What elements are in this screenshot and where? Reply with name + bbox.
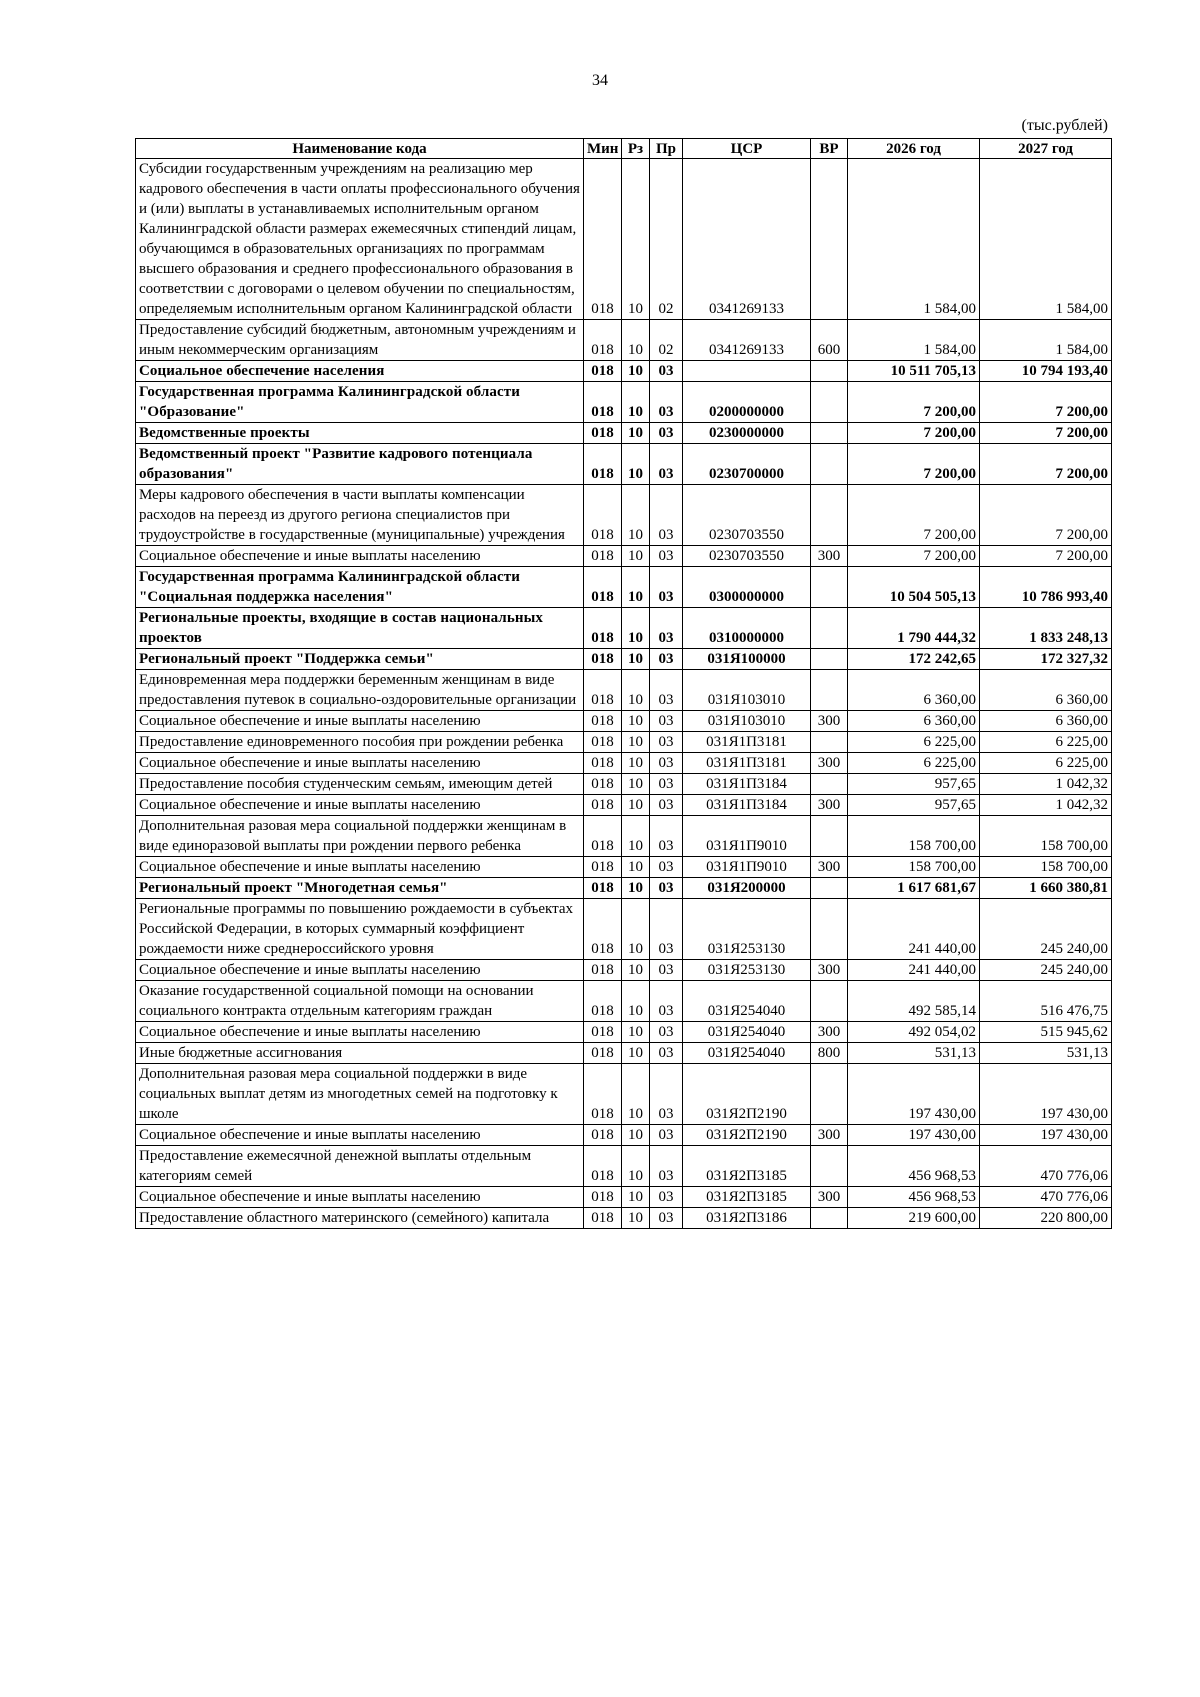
cell-vr (811, 423, 848, 444)
cell-2027: 7 200,00 (980, 485, 1112, 546)
cell-vr (811, 485, 848, 546)
cell-vr: 800 (811, 1043, 848, 1064)
cell-name: Социальное обеспечение и иные выплаты населению (136, 857, 584, 878)
cell-vr (811, 159, 848, 320)
cell-vr (811, 1146, 848, 1187)
cell-min: 018 (584, 816, 622, 857)
cell-2027: 1 584,00 (980, 159, 1112, 320)
cell-min: 018 (584, 159, 622, 320)
cell-csr: 031Я254040 (683, 1043, 811, 1064)
cell-vr: 300 (811, 1187, 848, 1208)
cell-vr (811, 816, 848, 857)
cell-name: Иные бюджетные ассигнования (136, 1043, 584, 1064)
cell-2027: 6 360,00 (980, 711, 1112, 732)
cell-min: 018 (584, 1125, 622, 1146)
cell-pr: 03 (650, 711, 683, 732)
col-header-2026: 2026 год (848, 139, 980, 159)
cell-name: Субсидии государственным учреждениям на реализацию мер кадрового обеспечения в части оплаты профессионального обучения и (или) выплаты в устанавливаемых исполнительным органом Калининградской области размерах ежемесячных стипендий лицам, обучающимся в образовательных организациях по программам высшего образования и среднего профессионального образования в соответствии с договорами о целевом обучении по специальностям, определяемым исполнительным органом Калининградской области (136, 159, 584, 320)
table-row (136, 1125, 1112, 1146)
cell-name: Региональные проекты, входящие в состав национальных проектов (136, 608, 584, 649)
cell-pr: 03 (650, 1187, 683, 1208)
cell-csr: 0310000000 (683, 608, 811, 649)
cell-name: Государственная программа Калининградской области "Образование" (136, 382, 584, 423)
cell-name: Социальное обеспечение и иные выплаты населению (136, 753, 584, 774)
cell-pr: 02 (650, 159, 683, 320)
cell-2027: 531,13 (980, 1043, 1112, 1064)
cell-2026: 172 242,65 (848, 649, 980, 670)
cell-2027: 245 240,00 (980, 960, 1112, 981)
cell-pr: 03 (650, 382, 683, 423)
cell-csr: 031Я253130 (683, 960, 811, 981)
cell-name: Социальное обеспечение и иные выплаты населению (136, 795, 584, 816)
cell-csr: 031Я254040 (683, 1022, 811, 1043)
cell-2026: 6 225,00 (848, 732, 980, 753)
cell-vr: 300 (811, 546, 848, 567)
cell-vr (811, 732, 848, 753)
cell-2026: 7 200,00 (848, 382, 980, 423)
cell-name: Социальное обеспечение и иные выплаты населению (136, 1022, 584, 1043)
table-row (136, 670, 1112, 711)
cell-rz: 10 (622, 159, 650, 320)
cell-2026: 7 200,00 (848, 444, 980, 485)
cell-name: Социальное обеспечение и иные выплаты населению (136, 960, 584, 981)
cell-vr: 300 (811, 960, 848, 981)
cell-min: 018 (584, 485, 622, 546)
cell-rz: 10 (622, 1125, 650, 1146)
table-row (136, 567, 1112, 608)
cell-rz: 10 (622, 382, 650, 423)
cell-2027: 10 786 993,40 (980, 567, 1112, 608)
cell-2027: 1 042,32 (980, 795, 1112, 816)
cell-csr: 031Я1П3184 (683, 795, 811, 816)
cell-csr: 031Я253130 (683, 899, 811, 960)
cell-vr (811, 670, 848, 711)
cell-name: Региональные программы по повышению рождаемости в субъектах Российской Федерации, в которых суммарный коэффициент рождаемости ниже среднероссийского уровня (136, 899, 584, 960)
cell-2027: 158 700,00 (980, 857, 1112, 878)
table-row (136, 899, 1112, 960)
col-header-2027: 2027 год (980, 139, 1112, 159)
cell-pr: 02 (650, 320, 683, 361)
table-row (136, 444, 1112, 485)
cell-min: 018 (584, 382, 622, 423)
table-row (136, 1064, 1112, 1125)
cell-pr: 03 (650, 795, 683, 816)
cell-csr: 031Я1П3181 (683, 732, 811, 753)
cell-name: Ведомственный проект "Развитие кадрового потенциала образования" (136, 444, 584, 485)
cell-2026: 1 790 444,32 (848, 608, 980, 649)
cell-min: 018 (584, 444, 622, 485)
cell-pr: 03 (650, 1208, 683, 1229)
cell-rz: 10 (622, 1146, 650, 1187)
cell-csr (683, 361, 811, 382)
cell-name: Социальное обеспечение и иные выплаты населению (136, 711, 584, 732)
cell-vr: 300 (811, 1022, 848, 1043)
cell-min: 018 (584, 361, 622, 382)
table-row (136, 423, 1112, 444)
table-row (136, 774, 1112, 795)
cell-2026: 10 504 505,13 (848, 567, 980, 608)
cell-name: Предоставление субсидий бюджетным, автономным учреждениям и иным некоммерческим организациям (136, 320, 584, 361)
table-row (136, 485, 1112, 546)
cell-2026: 197 430,00 (848, 1064, 980, 1125)
cell-2026: 7 200,00 (848, 423, 980, 444)
col-header-name: Наименование кода (136, 139, 584, 159)
cell-name: Предоставление ежемесячной денежной выплаты отдельным категориям семей (136, 1146, 584, 1187)
cell-rz: 10 (622, 567, 650, 608)
table-row (136, 546, 1112, 567)
cell-vr (811, 649, 848, 670)
cell-rz: 10 (622, 361, 650, 382)
cell-name: Социальное обеспечение и иные выплаты населению (136, 546, 584, 567)
cell-min: 018 (584, 608, 622, 649)
cell-2027: 470 776,06 (980, 1146, 1112, 1187)
table-row (136, 1043, 1112, 1064)
cell-rz: 10 (622, 1043, 650, 1064)
cell-name: Государственная программа Калининградской области "Социальная поддержка населения" (136, 567, 584, 608)
cell-pr: 03 (650, 608, 683, 649)
table-row (136, 711, 1112, 732)
cell-rz: 10 (622, 1187, 650, 1208)
cell-rz: 10 (622, 1064, 650, 1125)
cell-min: 018 (584, 753, 622, 774)
cell-2027: 6 225,00 (980, 732, 1112, 753)
cell-2027: 197 430,00 (980, 1064, 1112, 1125)
cell-rz: 10 (622, 960, 650, 981)
table-header-row (136, 139, 1112, 159)
cell-2026: 158 700,00 (848, 857, 980, 878)
cell-pr: 03 (650, 649, 683, 670)
cell-rz: 10 (622, 857, 650, 878)
cell-pr: 03 (650, 960, 683, 981)
cell-csr: 031Я100000 (683, 649, 811, 670)
cell-rz: 10 (622, 753, 650, 774)
cell-rz: 10 (622, 670, 650, 711)
cell-rz: 10 (622, 981, 650, 1022)
cell-2027: 515 945,62 (980, 1022, 1112, 1043)
cell-rz: 10 (622, 608, 650, 649)
cell-name: Дополнительная разовая мера социальной поддержки в виде социальных выплат детям из многодетных семей на подготовку к школе (136, 1064, 584, 1125)
cell-2026: 492 585,14 (848, 981, 980, 1022)
cell-csr: 0200000000 (683, 382, 811, 423)
cell-vr: 600 (811, 320, 848, 361)
table-row (136, 857, 1112, 878)
table-row (136, 382, 1112, 423)
cell-min: 018 (584, 878, 622, 899)
cell-pr: 03 (650, 361, 683, 382)
cell-2027: 1 042,32 (980, 774, 1112, 795)
cell-2026: 7 200,00 (848, 485, 980, 546)
cell-csr: 031Я103010 (683, 711, 811, 732)
table-row (136, 649, 1112, 670)
cell-2026: 197 430,00 (848, 1125, 980, 1146)
cell-min: 018 (584, 857, 622, 878)
cell-min: 018 (584, 981, 622, 1022)
cell-2027: 1 833 248,13 (980, 608, 1112, 649)
cell-vr (811, 1064, 848, 1125)
cell-pr: 03 (650, 546, 683, 567)
cell-2027: 10 794 193,40 (980, 361, 1112, 382)
table-row (136, 608, 1112, 649)
cell-csr: 031Я200000 (683, 878, 811, 899)
cell-2027: 245 240,00 (980, 899, 1112, 960)
cell-2027: 1 660 380,81 (980, 878, 1112, 899)
cell-2026: 219 600,00 (848, 1208, 980, 1229)
cell-2026: 1 584,00 (848, 159, 980, 320)
cell-vr (811, 981, 848, 1022)
cell-2026: 1 617 681,67 (848, 878, 980, 899)
cell-pr: 03 (650, 1043, 683, 1064)
cell-vr (811, 899, 848, 960)
cell-min: 018 (584, 649, 622, 670)
cell-csr: 031Я254040 (683, 981, 811, 1022)
cell-rz: 10 (622, 795, 650, 816)
cell-vr: 300 (811, 1125, 848, 1146)
cell-2026: 158 700,00 (848, 816, 980, 857)
cell-vr (811, 361, 848, 382)
cell-csr: 031Я1П9010 (683, 816, 811, 857)
cell-pr: 03 (650, 774, 683, 795)
cell-min: 018 (584, 1187, 622, 1208)
cell-rz: 10 (622, 546, 650, 567)
cell-rz: 10 (622, 320, 650, 361)
cell-2026: 492 054,02 (848, 1022, 980, 1043)
cell-rz: 10 (622, 1022, 650, 1043)
cell-min: 018 (584, 711, 622, 732)
cell-vr (811, 608, 848, 649)
cell-pr: 03 (650, 899, 683, 960)
cell-min: 018 (584, 1022, 622, 1043)
cell-pr: 03 (650, 423, 683, 444)
cell-pr: 03 (650, 670, 683, 711)
table-row (136, 795, 1112, 816)
col-header-csr: ЦСР (683, 139, 811, 159)
cell-csr: 031Я2П3185 (683, 1187, 811, 1208)
cell-rz: 10 (622, 899, 650, 960)
cell-csr: 0230000000 (683, 423, 811, 444)
col-header-rz: Рз (622, 139, 650, 159)
cell-rz: 10 (622, 649, 650, 670)
cell-rz: 10 (622, 1208, 650, 1229)
cell-2026: 241 440,00 (848, 899, 980, 960)
cell-pr: 03 (650, 816, 683, 857)
cell-min: 018 (584, 899, 622, 960)
table-row (136, 361, 1112, 382)
cell-min: 018 (584, 670, 622, 711)
cell-pr: 03 (650, 1125, 683, 1146)
budget-table (135, 138, 1112, 1229)
cell-min: 018 (584, 1043, 622, 1064)
cell-name: Социальное обеспечение и иные выплаты населению (136, 1125, 584, 1146)
table-row (136, 753, 1112, 774)
cell-rz: 10 (622, 732, 650, 753)
cell-2026: 10 511 705,13 (848, 361, 980, 382)
cell-name: Региональный проект "Поддержка семьи" (136, 649, 584, 670)
cell-2026: 6 360,00 (848, 711, 980, 732)
cell-min: 018 (584, 1146, 622, 1187)
cell-2026: 531,13 (848, 1043, 980, 1064)
cell-2026: 7 200,00 (848, 546, 980, 567)
cell-vr (811, 444, 848, 485)
table-row (136, 1022, 1112, 1043)
cell-2027: 220 800,00 (980, 1208, 1112, 1229)
cell-2027: 7 200,00 (980, 382, 1112, 423)
page-number: 34 (592, 72, 608, 89)
cell-pr: 03 (650, 732, 683, 753)
cell-name: Дополнительная разовая мера социальной поддержки женщинам в виде единоразовой выплаты при рождении первого ребенка (136, 816, 584, 857)
cell-2026: 456 968,53 (848, 1146, 980, 1187)
cell-vr (811, 1208, 848, 1229)
cell-2027: 6 225,00 (980, 753, 1112, 774)
table-row (136, 1187, 1112, 1208)
cell-rz: 10 (622, 423, 650, 444)
cell-2027: 158 700,00 (980, 816, 1112, 857)
cell-vr: 300 (811, 711, 848, 732)
cell-vr (811, 567, 848, 608)
cell-pr: 03 (650, 878, 683, 899)
cell-min: 018 (584, 546, 622, 567)
cell-min: 018 (584, 567, 622, 608)
cell-csr: 0341269133 (683, 320, 811, 361)
cell-csr: 031Я2П2190 (683, 1125, 811, 1146)
cell-name: Меры кадрового обеспечения в части выплаты компенсации расходов на переезд из другого региона специалистов при трудоустройстве в государственные (муниципальные) учреждения (136, 485, 584, 546)
table-row (136, 878, 1112, 899)
cell-pr: 03 (650, 1022, 683, 1043)
table-row (136, 1208, 1112, 1229)
cell-min: 018 (584, 732, 622, 753)
cell-csr: 031Я2П3186 (683, 1208, 811, 1229)
cell-csr: 0341269133 (683, 159, 811, 320)
cell-csr: 031Я103010 (683, 670, 811, 711)
cell-vr (811, 878, 848, 899)
cell-csr: 0230703550 (683, 485, 811, 546)
cell-pr: 03 (650, 485, 683, 546)
cell-2027: 6 360,00 (980, 670, 1112, 711)
cell-2026: 1 584,00 (848, 320, 980, 361)
cell-2026: 957,65 (848, 795, 980, 816)
cell-rz: 10 (622, 485, 650, 546)
cell-2026: 6 225,00 (848, 753, 980, 774)
cell-pr: 03 (650, 567, 683, 608)
units-label: (тыс.рублей) (1021, 117, 1108, 134)
cell-name: Предоставление пособия студенческим семьям, имеющим детей (136, 774, 584, 795)
col-header-pr: Пр (650, 139, 683, 159)
cell-csr: 0230700000 (683, 444, 811, 485)
cell-2027: 172 327,32 (980, 649, 1112, 670)
cell-vr: 300 (811, 753, 848, 774)
cell-pr: 03 (650, 753, 683, 774)
cell-name: Предоставление областного материнского (семейного) капитала (136, 1208, 584, 1229)
cell-csr: 0230703550 (683, 546, 811, 567)
cell-pr: 03 (650, 1064, 683, 1125)
cell-2027: 516 476,75 (980, 981, 1112, 1022)
cell-name: Оказание государственной социальной помощи на основании социального контракта отдельным категориям граждан (136, 981, 584, 1022)
cell-rz: 10 (622, 816, 650, 857)
cell-vr: 300 (811, 857, 848, 878)
cell-pr: 03 (650, 444, 683, 485)
cell-2026: 957,65 (848, 774, 980, 795)
cell-csr: 031Я2П3185 (683, 1146, 811, 1187)
cell-min: 018 (584, 320, 622, 361)
table-row (136, 816, 1112, 857)
cell-csr: 031Я1П3184 (683, 774, 811, 795)
cell-2027: 470 776,06 (980, 1187, 1112, 1208)
cell-csr: 031Я2П2190 (683, 1064, 811, 1125)
cell-name: Социальное обеспечение и иные выплаты населению (136, 1187, 584, 1208)
cell-2027: 7 200,00 (980, 546, 1112, 567)
cell-rz: 10 (622, 444, 650, 485)
cell-name: Региональный проект "Многодетная семья" (136, 878, 584, 899)
cell-rz: 10 (622, 878, 650, 899)
cell-vr: 300 (811, 795, 848, 816)
table-row (136, 981, 1112, 1022)
cell-pr: 03 (650, 981, 683, 1022)
cell-2026: 456 968,53 (848, 1187, 980, 1208)
cell-rz: 10 (622, 711, 650, 732)
table-row (136, 960, 1112, 981)
table-row (136, 732, 1112, 753)
cell-min: 018 (584, 774, 622, 795)
col-header-vr: ВР (811, 139, 848, 159)
cell-min: 018 (584, 960, 622, 981)
cell-vr (811, 382, 848, 423)
cell-2027: 1 584,00 (980, 320, 1112, 361)
cell-name: Предоставление единовременного пособия при рождении ребенка (136, 732, 584, 753)
cell-2027: 7 200,00 (980, 444, 1112, 485)
cell-min: 018 (584, 1064, 622, 1125)
cell-2026: 241 440,00 (848, 960, 980, 981)
col-header-min: Мин (584, 139, 622, 159)
cell-min: 018 (584, 1208, 622, 1229)
table-row (136, 1146, 1112, 1187)
cell-rz: 10 (622, 774, 650, 795)
cell-min: 018 (584, 795, 622, 816)
cell-csr: 0300000000 (683, 567, 811, 608)
cell-2027: 197 430,00 (980, 1125, 1112, 1146)
cell-name: Социальное обеспечение населения (136, 361, 584, 382)
cell-pr: 03 (650, 1146, 683, 1187)
cell-name: Ведомственные проекты (136, 423, 584, 444)
table-row (136, 320, 1112, 361)
cell-2026: 6 360,00 (848, 670, 980, 711)
cell-2027: 7 200,00 (980, 423, 1112, 444)
cell-csr: 031Я1П3181 (683, 753, 811, 774)
cell-vr (811, 774, 848, 795)
cell-min: 018 (584, 423, 622, 444)
cell-pr: 03 (650, 857, 683, 878)
cell-name: Единовременная мера поддержки беременным женщинам в виде предоставления путевок в социально-оздоровительные организации (136, 670, 584, 711)
table-body (136, 159, 1112, 1229)
cell-csr: 031Я1П9010 (683, 857, 811, 878)
table-row (136, 159, 1112, 320)
